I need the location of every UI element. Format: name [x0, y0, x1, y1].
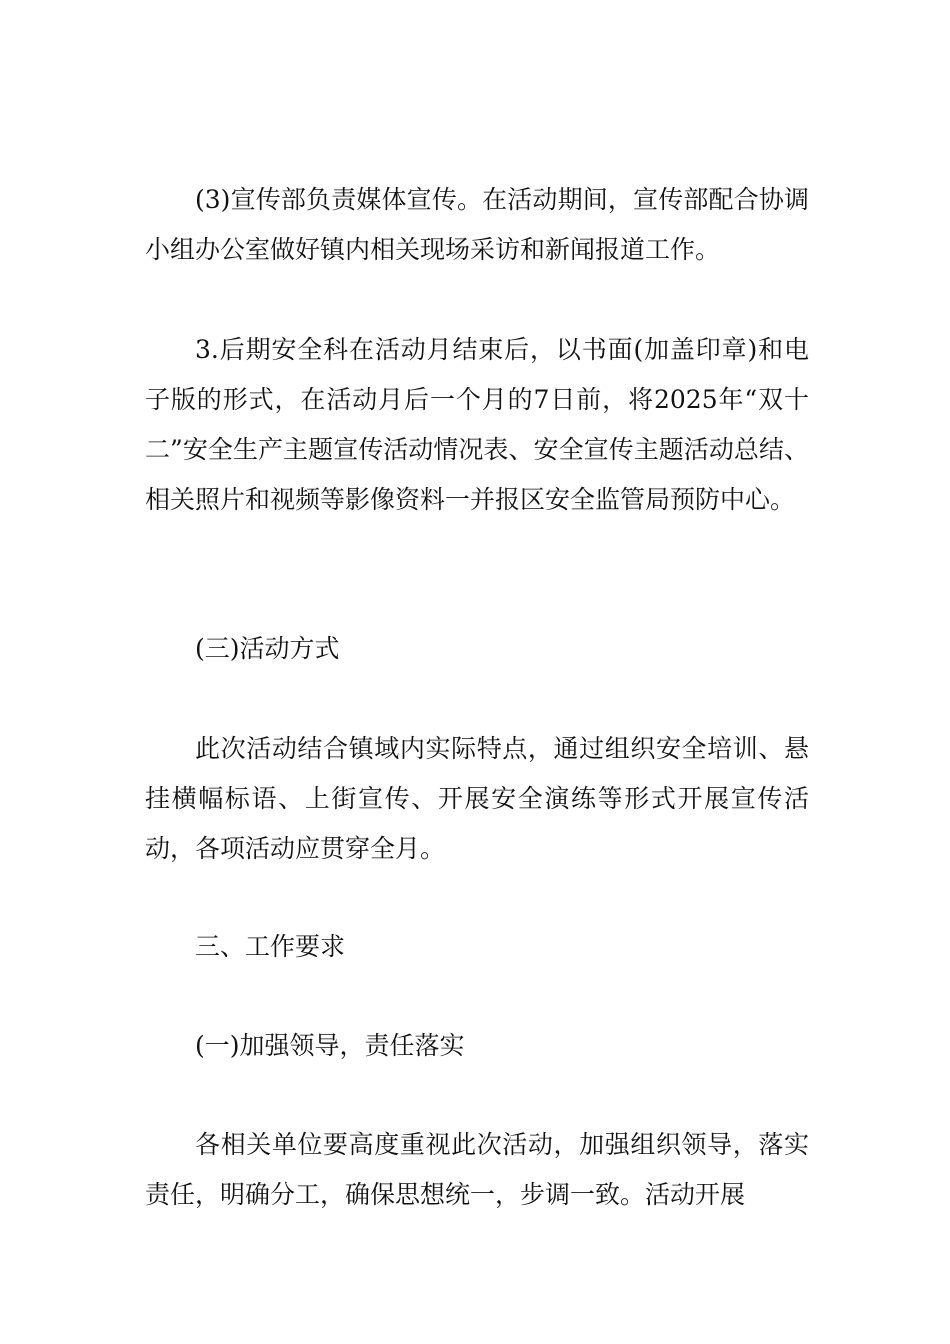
paragraph-strengthen-leadership: 各相关单位要高度重视此次活动，加强组织领导，落实责任，明确分工，确保思想统一，步调一致。活动开展: [145, 1130, 809, 1209]
paragraph-activity-method: 此次活动结合镇域内实际特点，通过组织安全培训、悬挂横幅标语、上街宣传、开展安全演练等形式开展宣传活动，各项活动应贯穿全月。: [145, 734, 809, 863]
heading-activity-method: (三)活动方式: [195, 634, 340, 663]
heading-strengthen-leadership: (一)加强领导，责任落实: [195, 1031, 465, 1060]
paragraph-media-publicity: (3)宣传部负责媒体宣传。在活动期间，宣传部配合协调小组办公室做好镇内相关现场采访和新闻报道工作。: [145, 185, 809, 264]
heading-work-requirements: 三、工作要求: [195, 932, 346, 961]
paragraph-later-stage: 3.后期安全科在活动月结束后，以书面(加盖印章)和电子版的形式，在活动月后一个月的7日前，将2025年“双十二”安全生产主题宣传活动情况表、安全宣传主题活动总结、相关照片和视频等影像资料一并报区安全监管局预防中心。: [145, 335, 809, 514]
